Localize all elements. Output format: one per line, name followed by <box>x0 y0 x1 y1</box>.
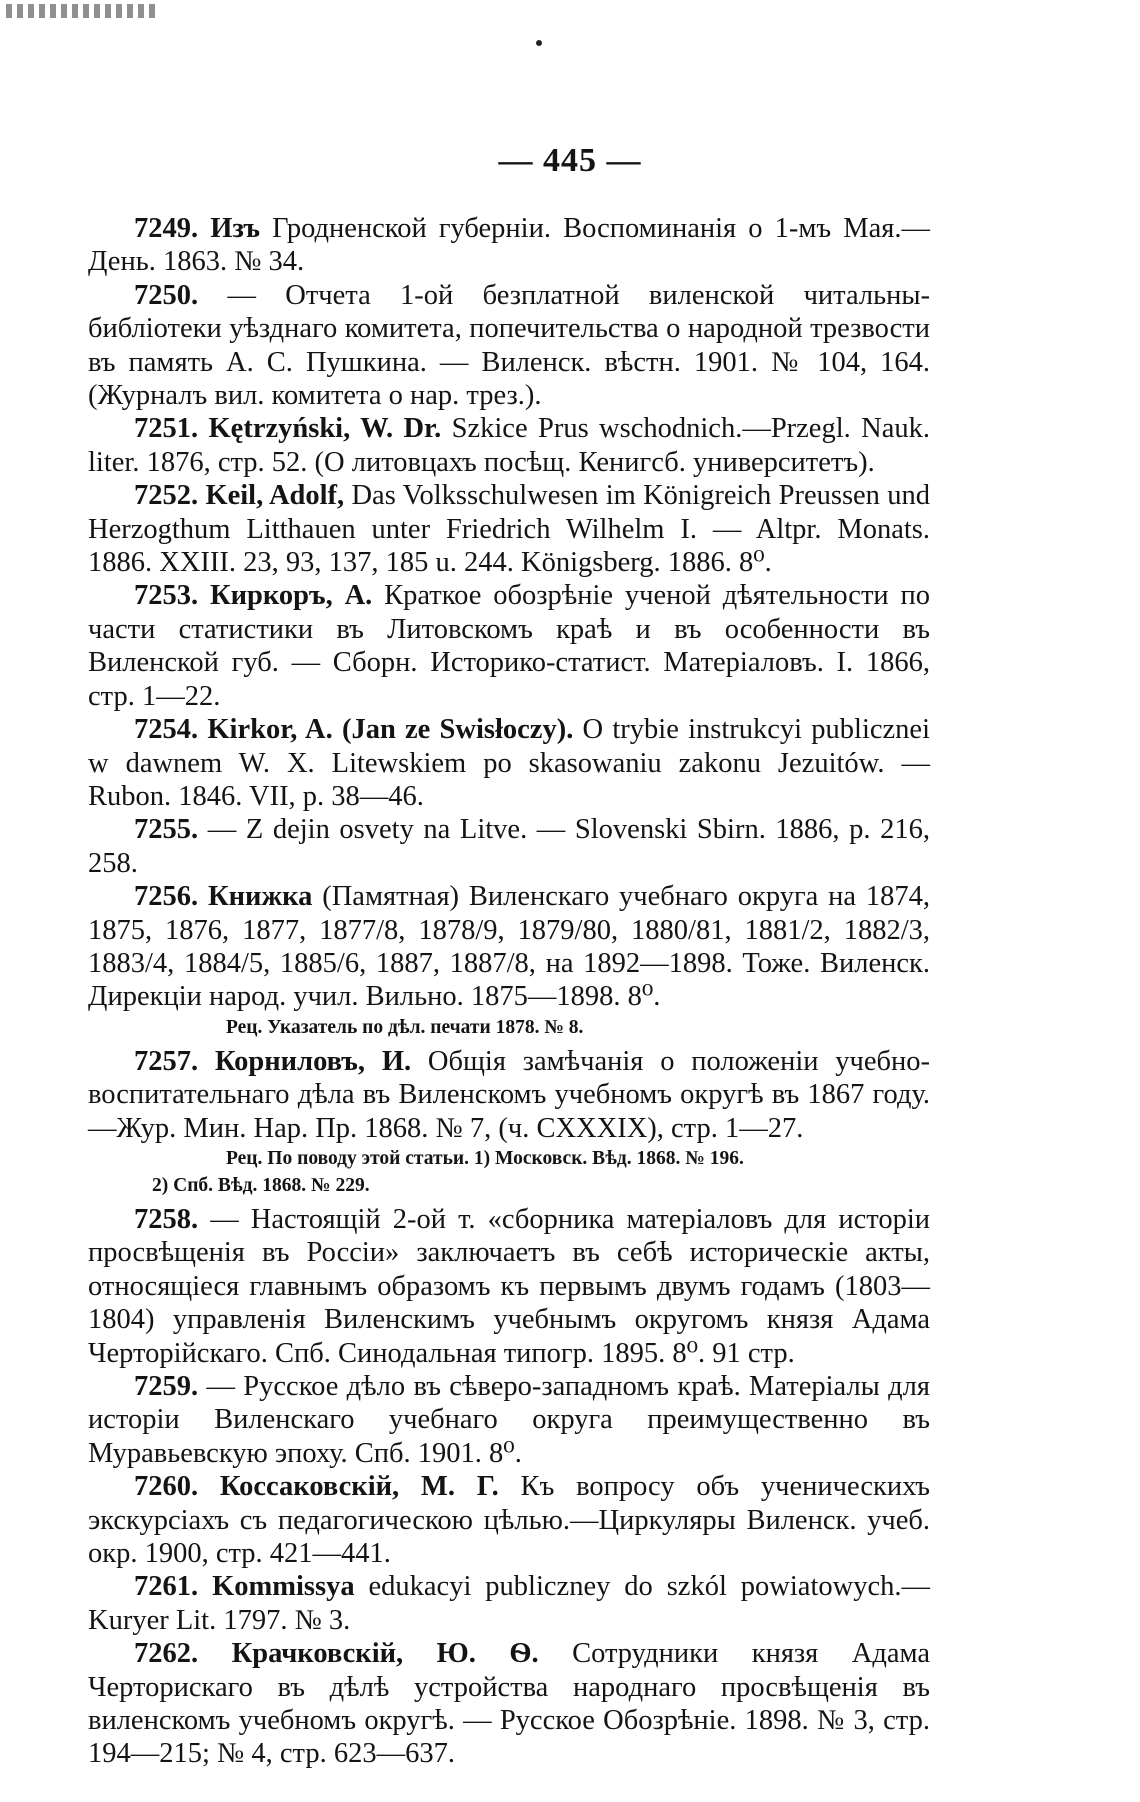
entry-author: Kirkor, A. (Jan ze Swisłoczy). <box>207 714 574 746</box>
entry-text: Гродненской губерніи. Воспоминанія о 1-мъ Мая.— День. 1863. № 34. <box>88 213 931 278</box>
entry-text: — Настоящій 2-ой т. «сборника матеріаловъ для исторіи просвѣщенія въ Россіи» заключаетъ въ себѣ историческіе акты, относящіеся главнымъ образомъ къ первымъ двумъ годамъ (1803—1804) управленія Виленскимъ учебнымъ округомъ князя Адама Черторійскаго. Спб. Синодальная типогр. 1895. 8⁰. 91 стр. <box>88 1203 930 1369</box>
entry-number: 7259. <box>134 1371 199 1402</box>
entry-text: Краткое обозрѣніе ученой дѣятельности по части статистики въ Литовскомъ краѣ и въ особенности въ Виленской губ. — Сборн. Историко-статист. Матеріаловъ. I. 1866, стр. 1—22. <box>88 580 930 712</box>
entry-text: O trybie instrukcyi publicznei w dawnem W. X. Litewskiem po skasowaniu zakonu Jezuitów. — Rubon. 1846. VII, p. 38—46. <box>88 714 931 812</box>
entry-text: Къ вопросу объ ученическихъ экскурсіахъ съ педагогическою цѣлью.—Циркуляры Виленск. учеб. окр. 1900, стр. 421—441. <box>88 1471 930 1570</box>
review-line: 2) Спб. Вѣд. 1868. № 229. <box>152 1174 370 1196</box>
entry-number: 7255. <box>134 814 199 846</box>
entry-author: Книжка <box>207 881 313 913</box>
entry-text: Общія замѣчанія о положеніи учебно-воспитательнаго дѣла въ Виленскомъ учебномъ округѣ въ 1867 году.—Жур. Мин. Нар. Пр. 1868. № 7, (ч. CXXXIX), стр. 1—27. <box>88 1045 930 1144</box>
entry-7252 <box>88 479 930 579</box>
entry-7251 <box>88 412 930 479</box>
entry-7249 <box>88 212 930 279</box>
entry-text: — Русское дѣло въ сѣверо-западномъ краѣ. Матеріалы для исторіи Виленскаго учебнаго округа преимущественно въ Муравьевскую эпоху. Спб. 1901. 8⁰. <box>88 1371 930 1469</box>
entry-number: 7262. <box>134 1638 199 1670</box>
entry-7262 <box>88 1637 930 1771</box>
entry-author: Корниловъ, И. <box>214 1045 412 1077</box>
entry-author: Крачковскій, Ю. Ѳ. <box>231 1638 539 1670</box>
entry-7254 <box>88 713 930 813</box>
entry-author: Kommissya <box>212 1571 355 1603</box>
scan-artifact <box>6 4 156 18</box>
entry-number: 7260. <box>134 1471 199 1503</box>
entry-number: 7252. <box>134 480 199 512</box>
entry-7257 <box>88 1045 930 1145</box>
entry-author: Коссаковскій, М. Г. <box>219 1471 499 1503</box>
page-number: — 445 — <box>498 142 642 179</box>
entry-7253 <box>88 579 930 713</box>
entry-number: 7254. <box>134 714 199 746</box>
review-note: Рец. Указатель по дѣл. печати 1878. № 8. <box>226 1016 584 1038</box>
entry-7258 <box>88 1203 930 1370</box>
entry-author: Изъ <box>210 213 261 244</box>
entry-number: 7253. <box>134 580 199 612</box>
entry-text: — Z dejin osvety na Litve. — Slovenski Sbirn. 1886, p. 216, 258. <box>88 814 930 879</box>
entry-7261 <box>88 1570 930 1637</box>
entry-author: Kętrzyński, W. Dr. <box>208 413 442 445</box>
entry-7255 <box>88 813 930 880</box>
entry-number: 7258. <box>134 1203 199 1235</box>
entry-number: 7251. <box>134 413 199 445</box>
entry-number: 7261. <box>134 1571 199 1603</box>
entry-number: 7250. <box>134 279 199 311</box>
bibliography-list <box>88 212 930 1771</box>
entry-author: Киркоръ, А. <box>209 580 373 612</box>
entry-7259 <box>88 1370 930 1470</box>
review-line: Рец. По поводу этой статьи. 1) Московск. Вѣд. 1868. № 196. <box>226 1147 744 1169</box>
scan-speck <box>536 40 542 46</box>
entry-text: Сотрудники князя Адама Черторискаго въ дѣлѣ устройства народнаго просвѣщенія въ виленскомъ учебномъ округѣ. — Русское Обозрѣніе. 1898. № 3, стр. 194—215; № 4, стр. 623—637. <box>88 1638 930 1770</box>
entry-text: edukacyi publiczney do szkól powiatowych.— Kuryer Lit. 1797. № 3. <box>88 1571 930 1636</box>
entry-7256 <box>88 880 930 1014</box>
entry-number: 7256. <box>134 881 199 913</box>
review-note <box>88 1145 930 1199</box>
entry-text: (Памятная) Виленскаго учебнаго округа на 1874, 1875, 1876, 1877, 1877/8, 1878/9, 1879/80, 1880/81, 1881/2, 1882/3, 1883/4, 1884/5, 1885/6, 1887, 1887/8, на 1892—1898. Тоже. Виленск. Дирекціи народ. учил. Вильно. 1875—1898. 8⁰. <box>88 881 931 1013</box>
entry-text: Szkice Prus wschodnich.—Przegl. Nauk. liter. 1876, стр. 52. (О литовцахъ посѣщ. Кенигсб. университетъ). <box>88 413 930 478</box>
entry-text: Das Volksschulwesen im Königreich Preussen und Herzogthum Litthauen unter Friedrich Wilhelm I. — Altpr. Monats. 1886. XXIII. 23, 93, 137, 185 u. 244. Königsberg. 1886. 8⁰. <box>88 480 930 579</box>
entry-author: Keil, Adolf, <box>205 480 345 512</box>
entry-number: 7249. <box>134 213 199 244</box>
entry-7250 <box>88 279 930 413</box>
entry-number: 7257. <box>134 1045 199 1077</box>
entry-text: — Отчета 1-ой безплатной виленской читальны-библіотеки уѣзднаго комитета, попечительства о народной трезвости въ память А. С. Пушкина. — Виленск. вѣстн. 1901. № 104, 164. (Журналъ вил. комитета о нар. трез.). <box>88 279 930 412</box>
entry-7260 <box>88 1470 930 1570</box>
